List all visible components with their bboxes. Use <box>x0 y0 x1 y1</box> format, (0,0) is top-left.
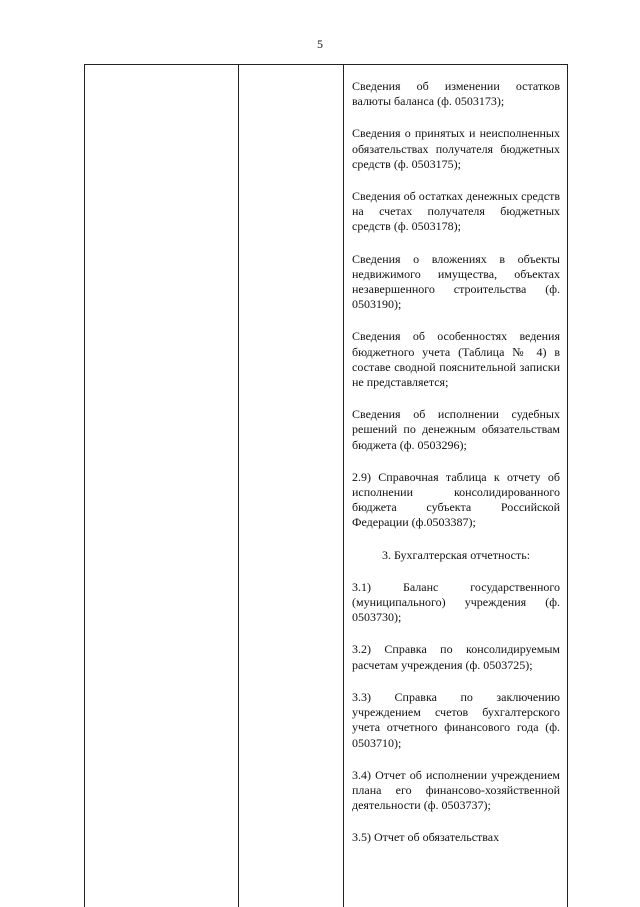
column-divider <box>238 65 239 907</box>
list-item: 3.1) Баланс государственного (муниципального) учреждения (ф. 0503730); <box>352 579 560 625</box>
list-item: Сведения об особенностях ведения бюджетного учета (Таблица № 4) в составе сводной пояснительной записки не представляется; <box>352 329 560 390</box>
list-item: Сведения о вложениях в объекты недвижимого имущества, объектах незавершенного строительства (ф. 0503190); <box>352 251 560 312</box>
list-item: 3.5) Отчет об обязательствах <box>352 830 500 845</box>
section-heading: 3. Бухгалтерская отчетность: <box>381 547 531 562</box>
document-table <box>84 64 568 907</box>
page-number: 5 <box>317 37 323 51</box>
list-item: 3.2) Справка по консолидируемым расчетам учреждения (ф. 0503725); <box>352 642 560 672</box>
list-item: Сведения о принятых и неисполненных обязательствах получателя бюджетных средств (ф. 0503175); <box>352 126 560 171</box>
list-item: 3.3) Справка по заключению учреждением счетов бухгалтерского учета отчетного финансового года (ф. 0503710); <box>352 689 560 750</box>
list-item: 2.9) Справочная таблица к отчету об исполнении консолидированного бюджета субъекта Российской Федерации (ф.0503387); <box>352 469 560 530</box>
column-divider <box>343 65 344 907</box>
list-item: 3.4) Отчет об исполнении учреждением плана его финансово-хозяйственной деятельности (ф. 0503737); <box>352 767 560 813</box>
list-item: Сведения об исполнении судебных решений по денежным обязательствам бюджета (ф. 0503296); <box>352 407 560 452</box>
list-item: Сведения об изменении остатков валюты баланса (ф. 0503173); <box>352 79 560 109</box>
list-item: Сведения об остатках денежных средств на счетах получателя бюджетных средств (ф. 0503178); <box>352 189 560 234</box>
content-cell <box>352 79 560 846</box>
